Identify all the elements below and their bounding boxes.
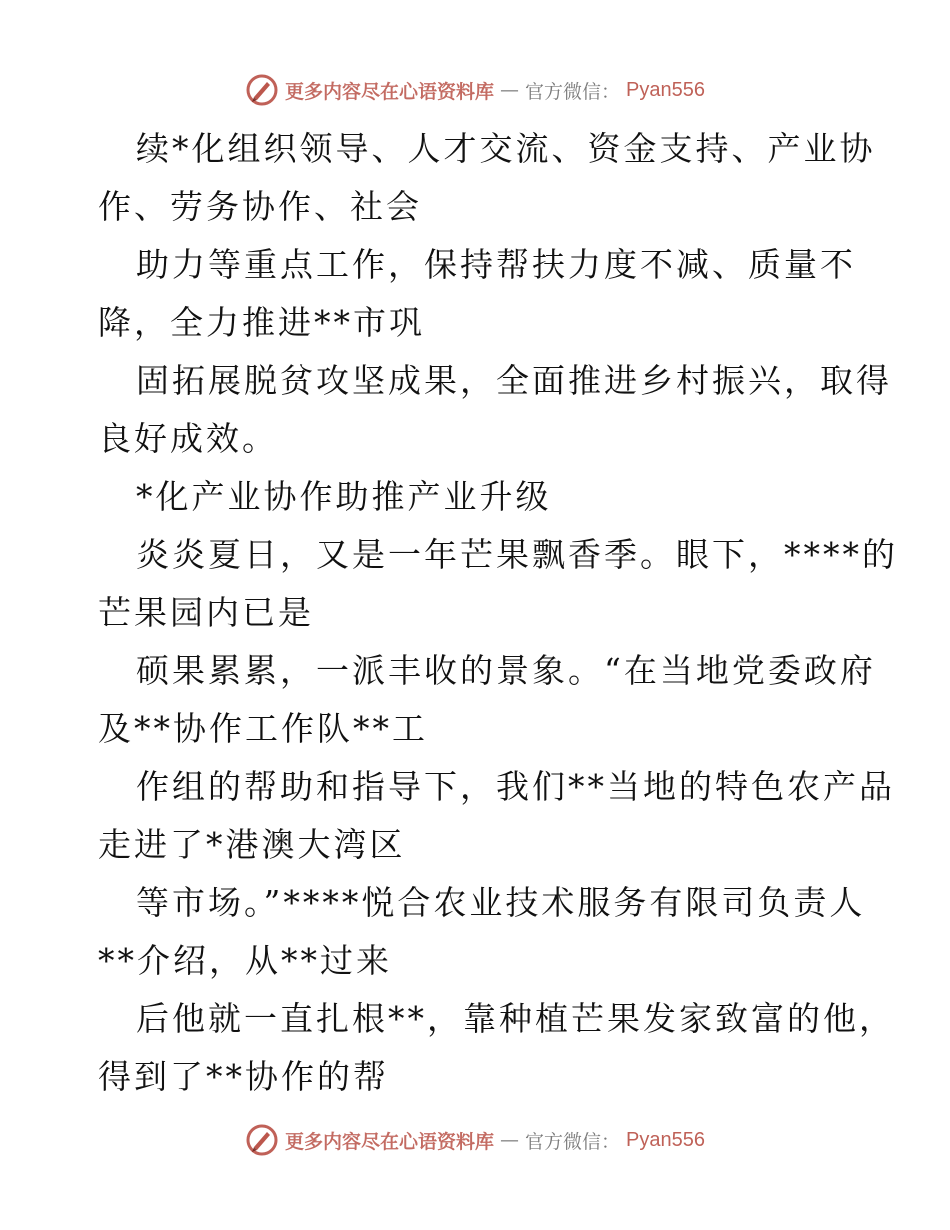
text-line: 走进了*港澳大湾区 (98, 825, 406, 864)
text-line: 固拓展脱贫攻坚成果，全面推进乡村振兴，取得 (136, 361, 892, 400)
banner-wechat-id: Pyan556 (626, 1128, 705, 1151)
banner-wechat-label: 官方微信： (525, 80, 621, 103)
text-line: 炎炎夏日，又是一年芒果飘香季。眼下，****的 (136, 535, 898, 574)
text-line: 芒果园内已是 (98, 593, 314, 632)
banner-dash: — (500, 1129, 520, 1151)
footer-banner (0, 1120, 950, 1160)
banner-wechat-label: 官方微信： (525, 1130, 621, 1153)
header-banner (0, 70, 950, 110)
banner-brand-text: 更多内容尽在心语资料库 (285, 80, 495, 103)
text-line: 得到了**协作的帮 (98, 1057, 389, 1096)
section-heading: *化产业协作助推产业升级 (136, 477, 552, 516)
text-line: 后他就一直扎根**，靠种植芒果发家致富的他， (136, 999, 895, 1038)
text-line: 作、劳务协作、社会 (98, 187, 422, 226)
brand-logo-icon (245, 73, 279, 107)
text-line: 续*化组织领导、人才交流、资金支持、产业协 (136, 129, 876, 168)
document-body (98, 120, 898, 1106)
text-line: 降，全力推进**市巩 (98, 303, 425, 342)
banner-dash: — (500, 79, 520, 101)
text-line: 硕果累累，一派丰收的景象。“在当地党委政府 (136, 651, 876, 690)
text-line: 良好成效。 (98, 419, 278, 458)
text-line: 等市场。”****悦合农业技术服务有限司负责人 (136, 883, 866, 922)
text-line: 作组的帮助和指导下，我们**当地的特色农产品 (136, 767, 895, 806)
text-line: **介绍，从**过来 (98, 941, 392, 980)
banner-wechat-id: Pyan556 (626, 78, 705, 101)
banner-brand-text: 更多内容尽在心语资料库 (285, 1130, 495, 1153)
text-line: 助力等重点工作，保持帮扶力度不减、质量不 (136, 245, 856, 284)
brand-logo-icon (245, 1123, 279, 1157)
text-line: 及**协作工作队**工 (98, 709, 428, 748)
